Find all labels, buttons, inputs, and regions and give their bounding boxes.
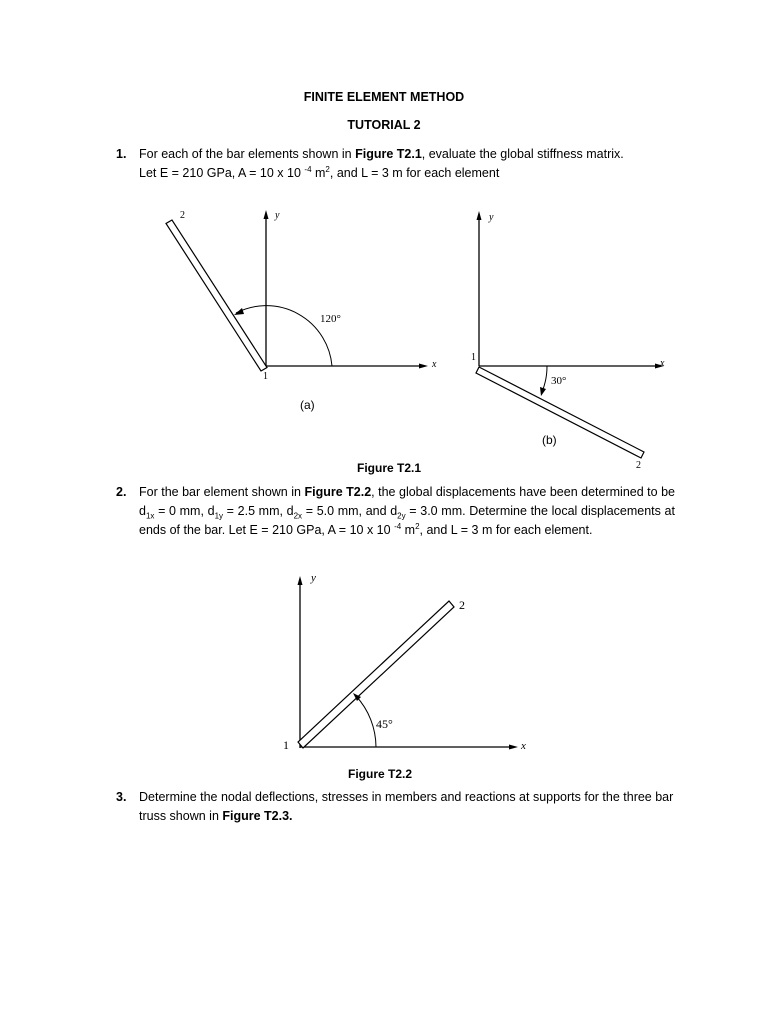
fig2-x-axis <box>300 745 518 750</box>
q2-text-h: , and L = 3 m for each element. <box>419 523 593 537</box>
fig2-angle-label: 45° <box>376 717 393 731</box>
q2-sub-2y: 2y <box>397 511 406 521</box>
fig-a-node-1-label: 1 <box>263 371 268 382</box>
fig-a-angle-arc <box>236 306 332 366</box>
q2-text-b: , the global displacements have been determined to be d <box>139 485 675 518</box>
fig2-x-label: x <box>521 740 526 752</box>
figure-t2-1-caption: Figure T2.1 <box>357 461 422 475</box>
fig-a-y-axis <box>264 210 269 368</box>
fig-b-label: (b) <box>542 433 557 447</box>
fig-b-y-axis <box>477 211 482 366</box>
fig-a-bar-element <box>166 220 267 371</box>
question-2-number: 2. <box>116 485 127 499</box>
fig2-node-2-label: 2 <box>459 598 465 612</box>
q2-text-a: For the bar element shown in <box>139 485 305 499</box>
fig-b-node-1-label: 1 <box>471 352 476 363</box>
question-1-number: 1. <box>116 147 127 161</box>
q1-squared: 2 <box>325 164 330 174</box>
question-3-text <box>139 788 675 826</box>
fig-b-node-2-label: 2 <box>636 460 641 471</box>
q2-text-c: = 0 mm, d <box>154 504 215 518</box>
fig-a-x-label: x <box>432 359 437 370</box>
fig-b-x-label: x <box>660 358 665 369</box>
fig2-y-label: y <box>311 572 316 584</box>
q1-text-c: m <box>311 166 326 180</box>
q1-text-b: , evaluate the global stiffness matrix. Let E = 210 GPa, A = 10 x 10 <box>139 147 624 180</box>
q1-text-a: For each of the bar elements shown in <box>139 147 356 161</box>
q2-text-g: m <box>401 523 416 537</box>
fig-b-x-axis <box>479 364 664 369</box>
q2-figure-ref: Figure T2.2 <box>304 485 372 499</box>
question-3-number: 3. <box>116 790 127 804</box>
q2-text-e: = 5.0 mm, and d <box>302 504 398 518</box>
fig2-angle-arc <box>356 696 376 747</box>
fig-b-arc-arrowhead <box>540 387 546 396</box>
fig-a-angle-label: 120° <box>320 313 341 325</box>
q2-squared: 2 <box>415 521 420 531</box>
q3-figure-ref: Figure T2.3. <box>222 809 293 823</box>
q3-text-a: Determine the nodal deflections, stresses in members and reactions at supports for the three bar truss shown in <box>139 790 674 823</box>
q2-sub-1x: 1x <box>145 511 155 521</box>
q2-exponent: -4 <box>394 521 402 531</box>
question-2-text <box>139 483 675 540</box>
fig-a-node-2-label: 2 <box>180 210 185 221</box>
page-subtitle: TUTORIAL 2 <box>347 118 421 132</box>
q1-figure-ref: Figure T2.1 <box>355 147 422 161</box>
q1-text-d: , and L = 3 m for each element <box>329 166 500 180</box>
fig-a-y-label: y <box>275 210 280 221</box>
figure-t2-2-caption: Figure T2.2 <box>348 767 413 781</box>
q2-text-f: = 3.0 mm. Determine the local displacements at ends of the bar. Let E = 210 GPa, A = 10 x 10 <box>139 504 675 537</box>
q2-sub-1y: 1y <box>214 511 224 521</box>
q2-sub-2x: 2x <box>293 511 303 521</box>
fig-a-label: (a) <box>300 398 315 412</box>
fig-a-x-axis <box>266 364 428 369</box>
fig2-y-axis <box>298 576 303 748</box>
q1-exponent: -4 <box>304 164 312 174</box>
page-title: FINITE ELEMENT METHOD <box>303 90 465 104</box>
q2-text-d: = 2.5 mm, d <box>223 504 294 518</box>
fig-b-y-label: y <box>489 212 494 223</box>
fig-b-angle-label: 30° <box>551 375 567 387</box>
fig2-node-1-label: 1 <box>283 738 289 752</box>
fig-a-arc-arrowhead <box>234 308 244 315</box>
